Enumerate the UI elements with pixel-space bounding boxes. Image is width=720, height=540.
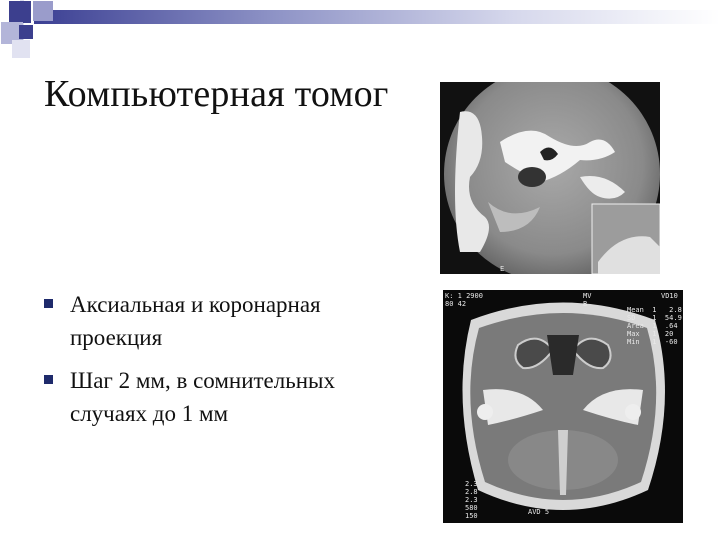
coronal-overlay-text: E xyxy=(500,265,505,273)
axial-ct-image xyxy=(443,290,683,523)
coronal-ct-image xyxy=(440,82,660,274)
bullet-list xyxy=(42,288,382,440)
axial-overlay-top-right: VD10 xyxy=(661,292,678,300)
bullet-item xyxy=(42,364,382,430)
header-square-decoration xyxy=(9,1,31,23)
header-square-decoration xyxy=(33,1,53,21)
bullet-text: Шаг 2 мм, в сомнительных случаях до 1 мм xyxy=(70,368,335,426)
header-gradient-band xyxy=(34,10,720,24)
axial-measurement-readout: Mean 1 2.8 SD 1 54.9 Area 1 .64 Max 1 20 Min 1 -60 xyxy=(627,306,682,346)
header-square-decoration xyxy=(12,40,30,58)
axial-overlay-bottom: AVD 5 xyxy=(528,508,550,516)
bullet-text: Аксиальная и коронарная проекция xyxy=(70,292,321,350)
square-bullet-icon xyxy=(44,375,53,384)
slide-title: Компьютерная томог xyxy=(44,73,389,115)
axial-overlay-top-left: K: 1 2900 80 42 xyxy=(445,292,483,308)
bullet-item xyxy=(42,288,382,354)
square-bullet-icon xyxy=(44,299,53,308)
axial-overlay-left: 2.3 2.8 2.3 580 150 xyxy=(465,480,478,520)
axial-overlay-top-center: MV B xyxy=(583,292,592,308)
header-square-decoration xyxy=(19,25,33,39)
